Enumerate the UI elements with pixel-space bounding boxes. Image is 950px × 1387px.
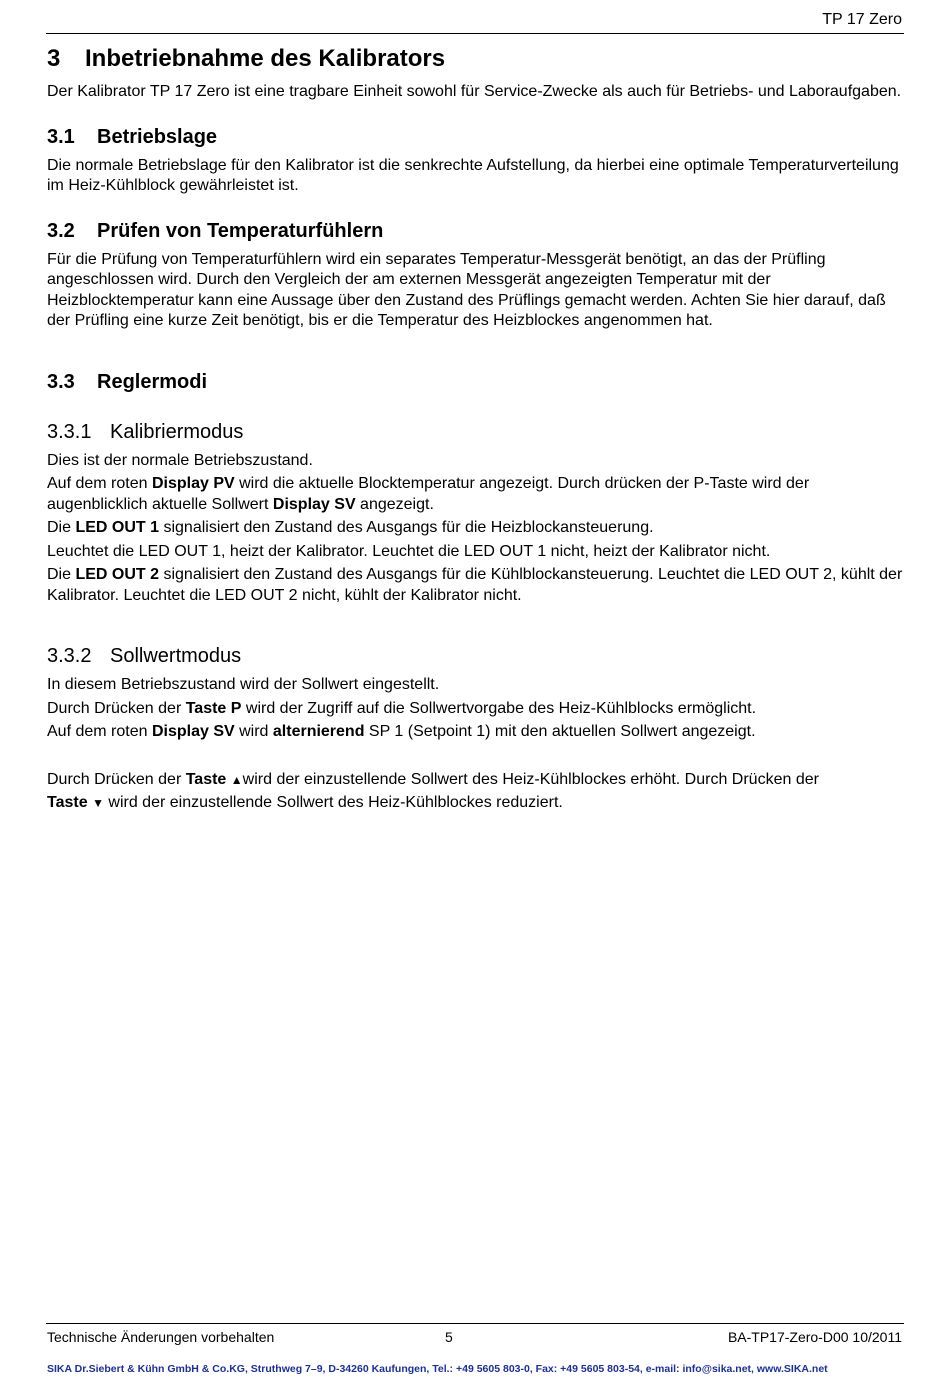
triangle-down-icon: ▼: [92, 796, 104, 810]
document-id: BA-TP17-Zero-D00 10/2011: [727, 1329, 902, 1345]
section-number: 3.2: [47, 219, 75, 242]
paragraph: Durch Drücken der Taste ▲wird der einzustellende Sollwert des Heiz-Kühlblockes erhöht. Durch Drücken der: [47, 770, 819, 788]
footer-notice: Technische Änderungen vorbehalten: [47, 1329, 275, 1345]
page-number: 5: [445, 1329, 453, 1345]
section-title: Betriebslage: [97, 125, 218, 148]
paragraph: Auf dem roten Display PV wird die aktuelle Blocktemperatur angezeigt. Durch drücken der P-Taste wird der augenblicklich aktuelle Sollwert Display SV angezeigt.: [47, 475, 810, 513]
paragraph: In diesem Betriebszustand wird der Sollwert eingestellt.: [47, 676, 440, 693]
page-header-title: TP 17 Zero: [822, 11, 902, 28]
header-rule: [46, 33, 904, 34]
paragraph: Durch Drücken der Taste P wird der Zugriff auf die Sollwertvorgabe des Heiz-Kühlblocks ermöglicht.: [47, 699, 757, 717]
section-number: 3.1: [47, 125, 75, 148]
section-number: 3: [47, 45, 61, 72]
section-3-3-1-heading: [47, 419, 904, 445]
section-3-1-heading: [47, 124, 904, 150]
document-body: [47, 44, 904, 817]
section-3-1-text: Die normale Betriebslage für den Kalibrator ist die senkrechte Aufstellung, da hierbei eine optimale Temperaturverteilung im Heiz-Kühlblock gewährleistet ist.: [47, 156, 899, 194]
section-number: 3.3: [47, 370, 75, 393]
section-3-2-heading: [47, 218, 904, 244]
paragraph: Leuchtet die LED OUT 1, heizt der Kalibrator. Leuchtet die LED OUT 1 nicht, heizt der Kalibrator nicht.: [47, 542, 771, 560]
section-3-text: Der Kalibrator TP 17 Zero ist eine tragbare Einheit sowohl für Service-Zwecke als auch für Betriebs- und Laboraufgaben.: [47, 83, 902, 100]
section-number: 3.3.1: [47, 420, 92, 443]
section-3-3-2-heading: [47, 643, 904, 669]
section-3-2-text: Für die Prüfung von Temperaturfühlern wird ein separates Temperatur-Messgerät benötigt, an das der Prüfling angeschlossen wird. Durch den Vergleich der am externen Messgerät angezeigten Temperatur mit der Heizblocktemperatur kann eine Aussage über den Zustand des Prüflings gemacht werden. Achten Sie hier darauf, daß der Prüfling eine kurze Zeit benötigt, bis er die Temperatur des Heizblockes angenommen hat.: [47, 250, 886, 329]
paragraph: Die LED OUT 2 signalisiert den Zustand des Ausgangs für die Kühlblockansteuerung. Leuchtet die LED OUT 2, kühlt der Kalibrator. Leuchtet die LED OUT 2 nicht, kühlt der Kalibrator nicht.: [47, 566, 903, 604]
paragraph: Auf dem roten Display SV wird alternierend SP 1 (Setpoint 1) mit den aktuellen Sollwert angezeigt.: [47, 723, 756, 740]
section-title: Kalibriermodus: [110, 420, 244, 443]
section-number: 3.3.2: [47, 645, 92, 667]
paragraph: Die LED OUT 1 signalisiert den Zustand des Ausgangs für die Heizblockansteuerung.: [47, 519, 654, 536]
section-title: Reglermodi: [97, 370, 208, 393]
paragraph: Dies ist der normale Betriebszustand.: [47, 451, 313, 469]
section-3-3-heading: [47, 369, 904, 395]
company-address: SIKA Dr.Siebert & Kühn GmbH & Co.KG, Struthweg 7–9, D-34260 Kaufungen, Tel.: +49 5605 803-0, Fax: +49 5605 803-54, e-mail: info@sika.net, www.SIKA.net: [47, 1363, 828, 1375]
section-title: Prüfen von Temperaturfühlern: [97, 219, 384, 242]
triangle-up-icon: ▲: [230, 772, 243, 787]
paragraph: Taste ▼ wird der einzustellende Sollwert des Heiz-Kühlblockes reduziert.: [47, 794, 563, 811]
section-title: Inbetriebnahme des Kalibrators: [85, 45, 446, 72]
footer-rule: [46, 1323, 904, 1324]
section-title: Sollwertmodus: [110, 645, 242, 667]
section-3-heading: [47, 44, 904, 74]
